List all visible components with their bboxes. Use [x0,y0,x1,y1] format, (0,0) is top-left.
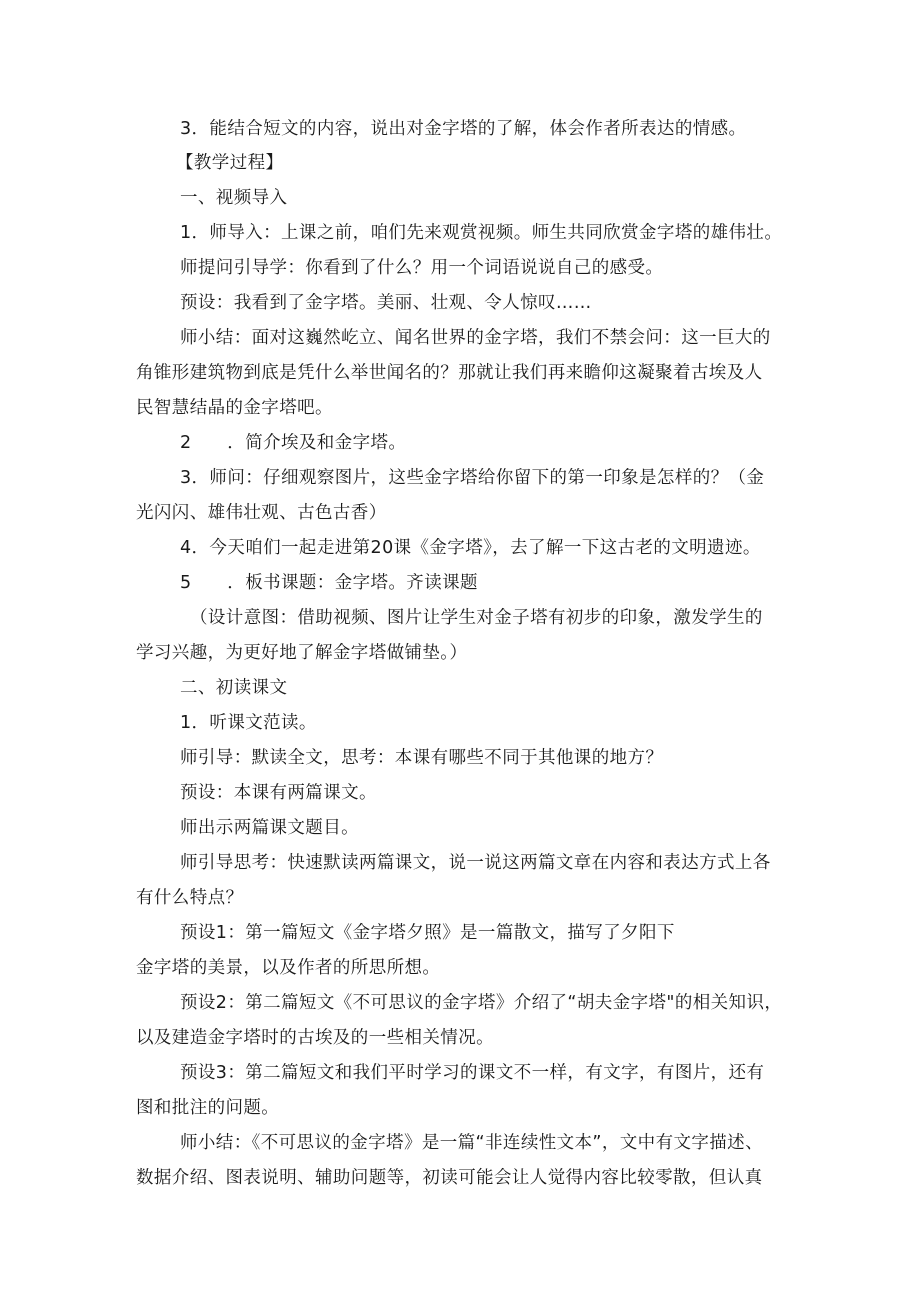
objective-3-line: 3．能结合短文的内容，说出对金字塔的了解，体会作者所表达的情感。 [180,119,747,139]
text-line: 数据介绍、图表说明、辅助问题等，初读可能会让人觉得内容比较零散，但认真 [136,1168,763,1188]
text-line: 有什么特点？ [136,888,244,908]
text-line: 师出示两篇课文题目。 [180,818,359,838]
section-heading-video-intro: 一、视频导入 [180,188,288,208]
text-line: 图和批注的问题。 [136,1098,280,1118]
section-heading-first-reading: 二、初读课文 [180,678,288,698]
text-line: 预设3：第二篇短文和我们平时学习的课文不一样，有文字，有图片，还有 [180,1063,765,1083]
text-line: 师引导：默读全文，思考：本课有哪些不同于其他课的地方？ [180,748,664,768]
text-line: 师提问引导学：你看到了什么？用一个词语说说自己的感受。 [180,258,664,278]
text-line: 金字塔的美景，以及作者的所思所想。 [136,958,441,978]
step-4-line: 4．今天咱们一起走进第20课《金字塔》，去了解一下这古老的文明遗迹。 [180,538,761,558]
text-line: 预设：本课有两篇课文。 [180,783,377,803]
step-3-line: 3．师问：仔细观察图片，这些金字塔给你留下的第一印象是怎样的？（金 [180,468,765,488]
text-line: 学习兴趣，为更好地了解金字塔做铺垫。） [136,643,468,663]
text-line: 以及建造金字塔时的古埃及的一些相关情况。 [136,1028,494,1048]
design-intent-line: （设计意图：借助视频、图片让学生对金子塔有初步的印象，激发学生的 [190,608,763,628]
text-line: 师引导思考：快速默读两篇课文，说一说这两篇文章在内容和表达方式上各 [180,853,771,873]
text-line: 光闪闪、雄伟壮观、古色古香） [136,503,387,523]
text-line: 民智慧结晶的金字塔吧。 [136,398,333,418]
text-line: 角锥形建筑物到底是凭什么举世闻名的？那就让我们再来瞻仰这凝聚着古埃及人 [136,363,763,383]
text-line: 1．听课文范读。 [180,713,317,733]
text-line: 师小结：面对这巍然屹立、闻名世界的金字塔，我们不禁会问：这一巨大的 [180,328,771,348]
text-line: 师小结：《不可思议的金字塔》是一篇“非连续性文本”，文中有文字描述、 [180,1133,763,1153]
step-1-line: 1．师导入：上课之前，咱们先来观赏视频。师生共同欣赏金字塔的雄伟壮。 [180,223,783,243]
text-line: 预设1：第一篇短文《金字塔夕照》是一篇散文，描写了夕阳下 [180,923,675,943]
step-2-line: 2 ．简介埃及和金字塔。 [180,433,407,453]
text-line: 预设2：第二篇短文《不可思议的金字塔》介绍了“胡夫金字塔"的相关知识， [180,993,783,1013]
section-heading-teaching-process: 【教学过程】 [176,153,284,173]
text-line: 预设：我看到了金字塔。美丽、壮观、令人惊叹…… [180,293,592,313]
step-5-line: 5 ．板书课题：金字塔。齐读课题 [180,573,478,593]
